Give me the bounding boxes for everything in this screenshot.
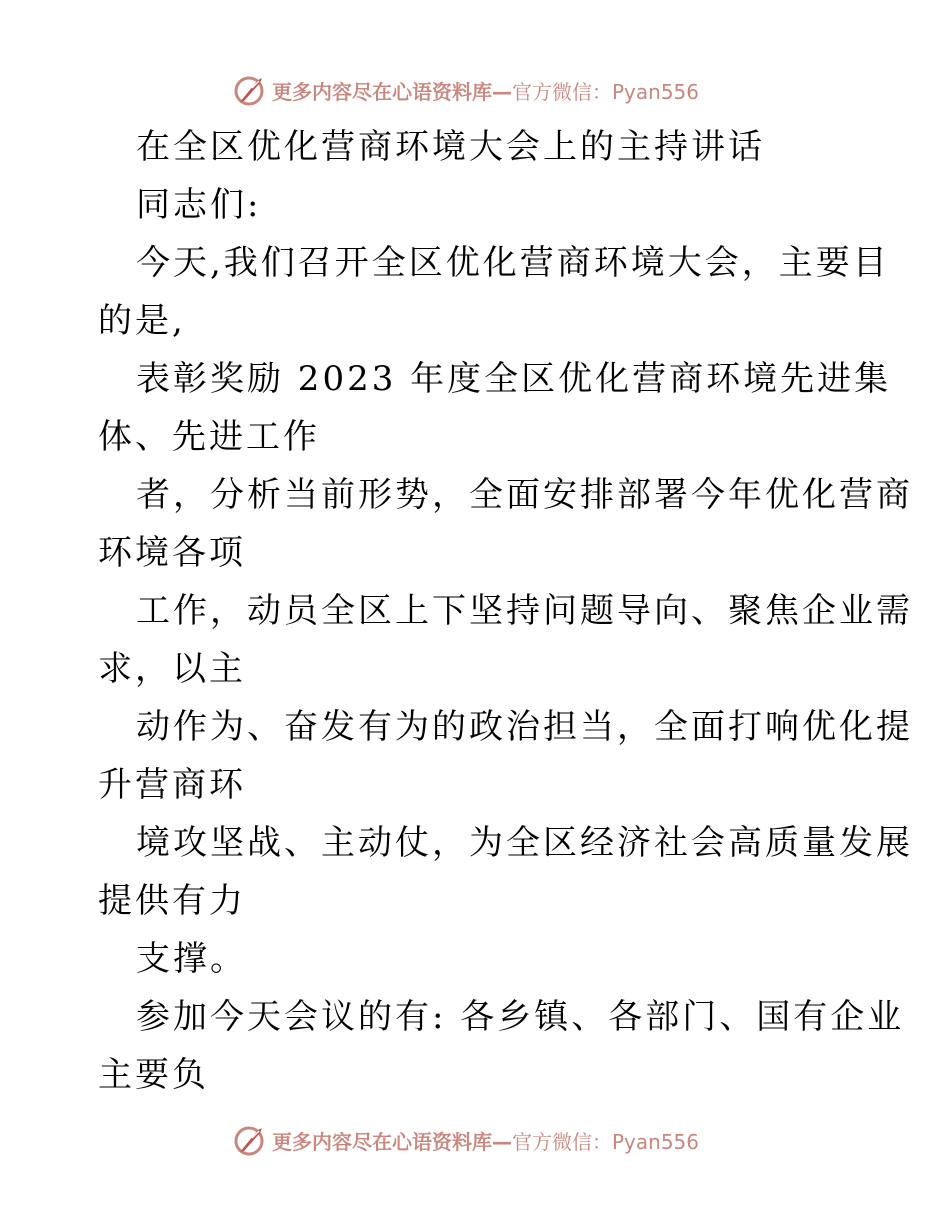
- document-body: [98, 118, 913, 1104]
- banner-text: 更多内容尽在心语资料库—: [272, 79, 512, 104]
- paragraph-line: 动作为、奋发有为的政治担当，全面打响优化提: [136, 707, 913, 747]
- footer-banner: [232, 1120, 699, 1160]
- banner-contact: 官方微信：Pyan556: [512, 1129, 700, 1154]
- paragraph-line: 主要负: [98, 1055, 209, 1095]
- paragraph-line: 工作，动员全区上下坚持问题导向、聚焦企业需: [136, 591, 913, 631]
- paragraph-line: 提供有力: [98, 881, 246, 921]
- paragraph-line: 体、先进工作: [98, 417, 320, 457]
- paragraph-line: 今天,我们召开全区优化营商环境大会，主要目: [136, 243, 890, 283]
- document-title: 在全区优化营商环境大会上的主持讲话: [136, 127, 765, 167]
- salutation: 同志们:: [136, 185, 262, 225]
- paragraph-line: 者，分析当前形势，全面安排部署今年优化营商: [136, 475, 913, 515]
- paragraph-line: 参加今天会议的有: 各乡镇、各部门、国有企业: [136, 997, 905, 1037]
- banner-text: 更多内容尽在心语资料库—: [272, 1129, 512, 1154]
- quill-logo-icon: [232, 72, 268, 108]
- paragraph-line: 求，以主: [98, 649, 246, 689]
- paragraph-line: 境攻坚战、主动仗，为全区经济社会高质量发展: [136, 823, 913, 863]
- paragraph-line: 升营商环: [98, 765, 246, 805]
- paragraph-line: 表彰奖励 2023 年度全区优化营商环境先进集: [136, 359, 892, 399]
- paragraph-line: 支撑。: [136, 939, 247, 979]
- paragraph-line: 环境各项: [98, 533, 246, 573]
- banner-contact: 官方微信：Pyan556: [512, 79, 700, 104]
- paragraph-line: 的是,: [98, 301, 186, 341]
- header-banner: [232, 70, 699, 110]
- quill-logo-icon: [232, 1122, 268, 1158]
